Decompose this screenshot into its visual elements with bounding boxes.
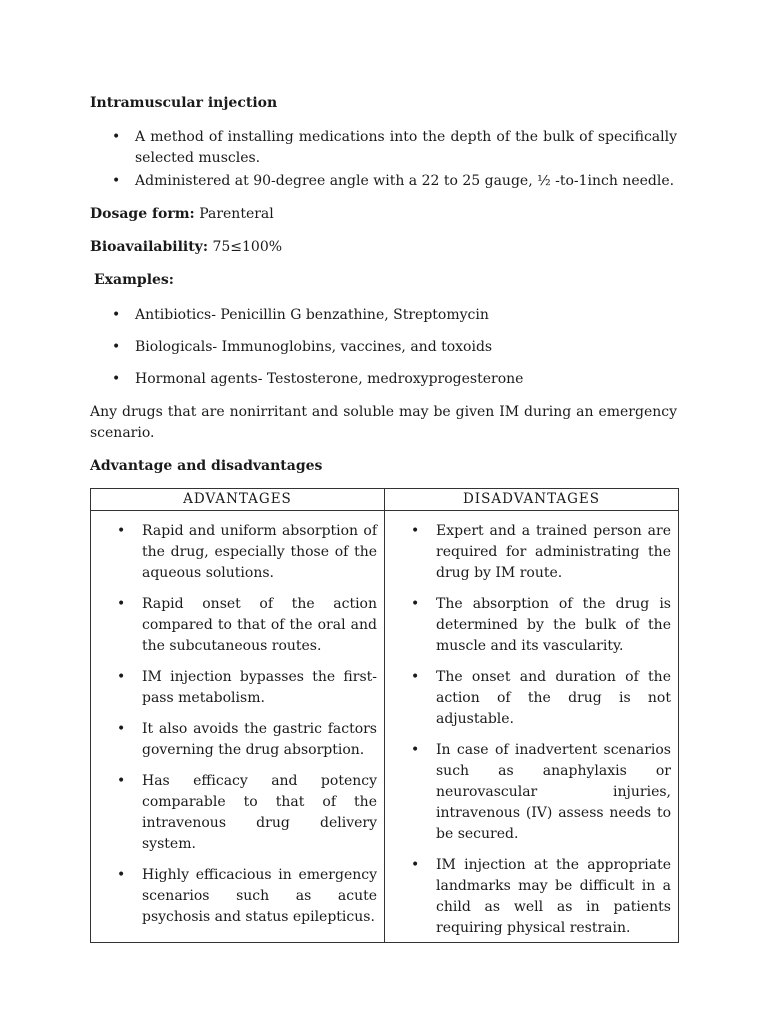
- emergency-note: Any drugs that are nonirritant and soluble may be given IM during an emergency scenario.: [90, 404, 677, 441]
- list-item: • Has efficacy and potency comparable to that of the intravenous drug delivery system.: [91, 771, 377, 855]
- list-item: • Hormonal agents- Testosterone, medroxyprogesterone: [90, 369, 677, 390]
- page-title: Intramuscular injection: [90, 95, 278, 111]
- advantages-heading: Advantage and disadvantages: [90, 458, 323, 474]
- list-item: • Expert and a trained person are required for administrating the drug by IM route.: [385, 521, 671, 584]
- list-item: • Rapid onset of the action compared to that of the oral and the subcutaneous routes.: [91, 594, 377, 657]
- examples-heading: Examples:: [94, 272, 174, 288]
- list-item: • In case of inadvertent scenarios such as anaphylaxis or neurovascular injuries, intravenous (IV) assess needs to be secured.: [385, 740, 671, 845]
- intro-bullet-list: [90, 127, 677, 192]
- list-item: • It also avoids the gastric factors governing the drug absorption.: [91, 719, 377, 761]
- list-item: • IM injection bypasses the first-pass metabolism.: [91, 667, 377, 709]
- list-item: • Antibiotics- Penicillin G benzathine, Streptomycin: [90, 305, 677, 326]
- disadvantages-cell: [385, 511, 679, 943]
- list-item: • Biologicals- Immunoglobins, vaccines, and toxoids: [90, 337, 677, 358]
- examples-list: [90, 305, 677, 390]
- dosage-form-value: Parenteral: [199, 206, 274, 222]
- list-item: • Rapid and uniform absorption of the drug, especially those of the aqueous solutions.: [91, 521, 377, 584]
- table-row: [91, 511, 679, 943]
- bioavailability-line: [90, 237, 677, 258]
- bioavailability-value: 75≤100%: [212, 239, 283, 255]
- advantages-header: ADVANTAGES: [91, 489, 385, 511]
- disadvantages-header: DISADVANTAGES: [385, 489, 679, 511]
- list-item: • The absorption of the drug is determined by the bulk of the muscle and its vascularity.: [385, 594, 671, 657]
- advantages-table: [90, 488, 679, 943]
- advantages-list: [91, 521, 377, 928]
- list-item: • Highly efficacious in emergency scenarios such as acute psychosis and status epilepticus.: [91, 865, 377, 928]
- dosage-form-line: [90, 204, 677, 225]
- document-page: [90, 93, 677, 943]
- bioavailability-label: Bioavailability:: [90, 239, 208, 255]
- list-item: • IM injection at the appropriate landmarks may be difficult in a child as well as in patients requiring physical restrain.: [385, 855, 671, 939]
- dosage-form-label: Dosage form:: [90, 206, 195, 222]
- table-header-row: [91, 489, 679, 511]
- disadvantages-list: [385, 521, 671, 939]
- advantages-cell: [91, 511, 385, 943]
- list-item: • Administered at 90-degree angle with a 22 to 25 gauge, ½ -to-1inch needle.: [90, 171, 677, 192]
- list-item: • The onset and duration of the action of the drug is not adjustable.: [385, 667, 671, 730]
- list-item: • A method of installing medications into the depth of the bulk of specifically selected muscles.: [90, 127, 677, 169]
